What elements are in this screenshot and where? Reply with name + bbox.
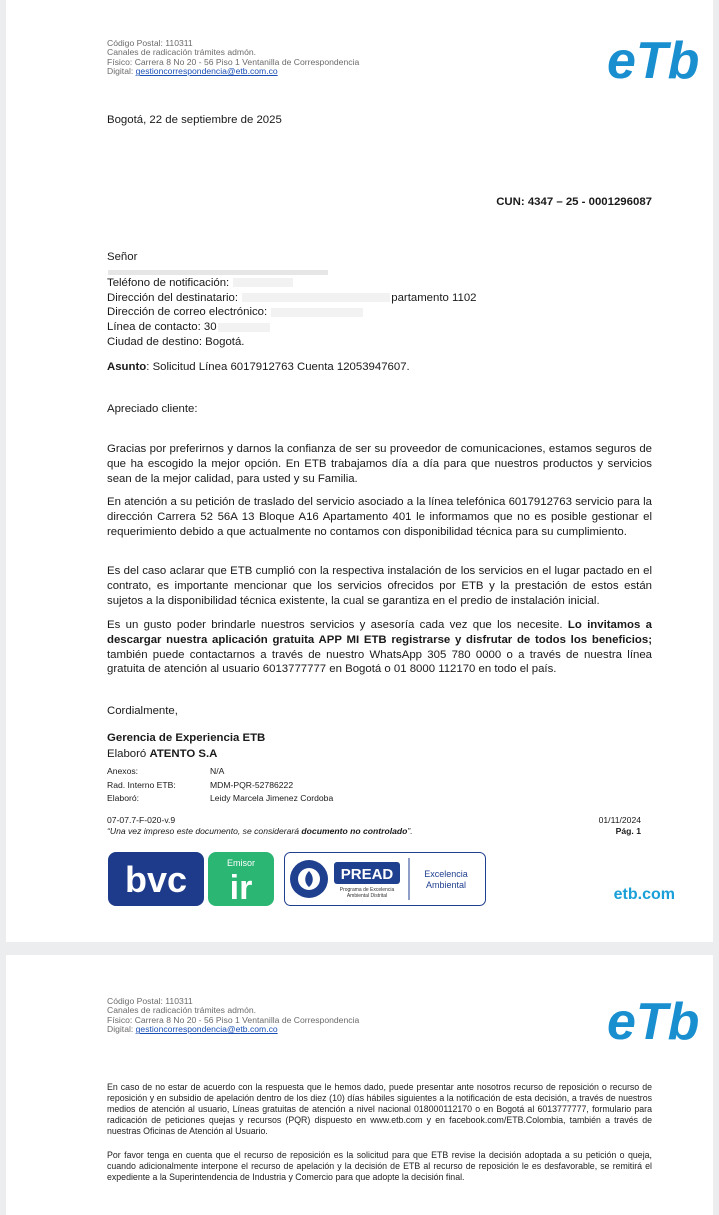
letter-page-2: [6, 955, 713, 1215]
physical-address-p2: Físico: Carrera 8 No 20 - 56 Piso 1 Ventanilla de Correspondencia: [107, 1014, 360, 1025]
recipient-title: Señor: [107, 251, 138, 263]
reconsideration-paragraph: Por favor tenga en cuenta que el recurso de reposición es la solicitud para que ETB revise la decisión adoptada a su petición o queja, cuando adicionalmente interpone el recurso de apelación y la decisión de ETB al recurso de reposición le es desfavorable, se remitirá el expediente a la Superintendencia de Industria y Comercio para que adopte la decisión final.: [107, 1150, 652, 1182]
channels-text-p2: Canales de radicación trámites admón.: [107, 1005, 257, 1016]
city-line: Ciudad de destino: Bogotá.: [107, 335, 245, 348]
etb-website[interactable]: etb.com: [613, 886, 675, 903]
author-row: Elaboró: Leidy Marcela Jimenez Cordoba: [107, 793, 334, 804]
postal-code: Código Postal: 110311: [107, 38, 193, 48]
letter-page-1: [6, 0, 713, 942]
form-code: 07-07.7-F-020-v.9: [107, 815, 176, 825]
contact-line: Línea de contacto: 30: [107, 320, 477, 335]
etb-logo-p2: [605, 991, 699, 1049]
paragraph-4: Es un gusto poder brindarle nuestros servicios y asesoría cada vez que los necesite. Lo invitamos a descargar nuestra aplicación gratuita APP MI ETB registrarse y disfrutar de todos los beneficios; también puede contactarnos a través de nuestro WhatsApp 305 780 0000 o a través de nuestra línea gratuita de atención al usuario 6013777777 en Bogotá o 01 8000 112170 en todo el país.: [107, 619, 652, 676]
cun-number: CUN: 4347 – 25 - 0001296087: [496, 196, 652, 208]
channels-text: Canales de radicación trámites admón.: [107, 47, 257, 58]
header-info: [107, 39, 359, 77]
excelencia-2: Ambiental: [425, 880, 467, 890]
recipient-block: [107, 250, 477, 350]
pread-sub2: Ambiental Distrital: [346, 893, 388, 899]
excelencia-1: Excelencia: [424, 869, 468, 879]
form-date: 01/11/2024: [598, 815, 641, 825]
page-number: Pág. 1: [615, 826, 641, 836]
logo-text-p2: eTb: [607, 993, 699, 1049]
print-note: “Una vez impreso este documento, se considerará documento no controlado”.: [107, 826, 413, 836]
appeal-paragraph: En caso de no estar de acuerdo con la respuesta que le hemos dado, puede presentar ante nosotros recurso de reposición o recurso de reposición y en subsidio de apelación dentro de los diez (10) días hábiles siguientes a la notificación de esta decisión, a través de nuestros medios de atención al usuario, Líneas gratuitas de atención a nivel nacional 018000112170 o en Bogotá al 6013777777, formulario para radicación de peticiones quejas y recursos (PQR) dispuesto en www.etb.com y en facebook.com/ETB.Colombia, también a través de nuestras Oficinas de Atención al Usuario.: [107, 1082, 652, 1136]
postal-code-p2: Código Postal: 110311: [107, 996, 193, 1006]
email-link[interactable]: gestioncorrespondencia@etb.com.co: [135, 66, 278, 77]
digital-contact: Digital: gestioncorrespondencia@etb.com.co: [107, 66, 278, 77]
physical-address: Físico: Carrera 8 No 20 - 56 Piso 1 Ventanilla de Correspondencia: [107, 56, 360, 67]
form-info: [107, 815, 413, 837]
digital-contact-p2: Digital: gestioncorrespondencia@etb.com.co: [107, 1024, 278, 1035]
meta-table: [107, 765, 333, 806]
rad-row: Rad. Interno ETB: MDM-PQR-52786222: [107, 779, 294, 790]
closing: Cordialmente,: [107, 705, 178, 717]
address-line: Dirección del destinatario: partamento 1102: [107, 291, 477, 304]
recipient-name-redacted: [107, 265, 477, 276]
bvc-emisor-badge: [108, 852, 274, 906]
email-link-p2[interactable]: gestioncorrespondencia@etb.com.co: [135, 1024, 278, 1035]
header-info-p2: [107, 997, 359, 1035]
greeting: Apreciado cliente:: [107, 403, 198, 415]
paragraph-1: Gracias por preferirnos y darnos la confianza de ser su proveedor de comunicaciones, estamos seguros de que ha escogido la mejor opción. En ETB trabajamos día a día para que nuestros productos y servicios sean de la mejor calidad, para usted y su Familia.: [107, 443, 652, 485]
subject-line: Asunto: Solicitud Línea 6017912763 Cuenta 12053947607.: [107, 361, 410, 373]
pread-sub1: Programa de Excelencia: [339, 887, 395, 893]
paragraph-2: En atención a su petición de traslado del servicio asociado a la línea telefónica 6017912763 servicio para la dirección Carrera 52 56A 13 Bloque A16 Apartamento 401 le informamos que no es posible gestionar el requerimiento debido a que actualmente no contamos con disponibilidad técnica para su cumplimiento.: [107, 496, 652, 538]
pread-badge: [284, 852, 486, 906]
phone-line: Teléfono de notificación:: [107, 276, 477, 291]
emisor-text: Emisor: [226, 858, 256, 868]
letter-date: Bogotá, 22 de septiembre de 2025: [107, 114, 282, 126]
ir-text: ir: [229, 869, 253, 906]
form-right: [599, 815, 641, 837]
paragraph-3: Es del caso aclarar que ETB cumplió con la respectiva instalación de los servicios en el lugar pactado en el contrato, es importante mencionar que los servicios ofrecidos por ETB y la prestación de estos están sujetos a la disponibilidad técnica existente, la cual se garantiza en el predio de instalación inicial.: [107, 565, 652, 607]
elaborated-by-company: Elaboró ATENTO S.A: [107, 748, 218, 760]
logo-text: eTb: [607, 32, 699, 88]
annexes-row: Anexos: N/A: [107, 766, 225, 776]
etb-logo: [605, 30, 699, 88]
signer: Gerencia de Experiencia ETB: [107, 732, 266, 744]
pread-text: PREAD: [340, 866, 394, 883]
email-line: Dirección de correo electrónico:: [107, 305, 477, 320]
bvc-text: bvc: [124, 859, 188, 900]
